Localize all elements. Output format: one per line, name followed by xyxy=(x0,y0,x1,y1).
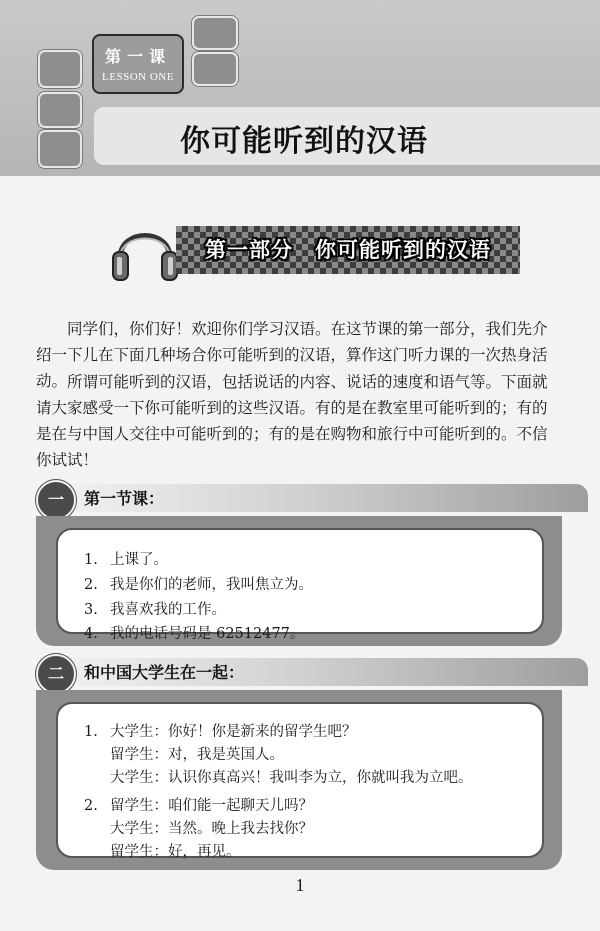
section-1-box xyxy=(36,516,562,646)
lesson-badge xyxy=(92,34,184,94)
decor-square xyxy=(192,52,238,86)
decor-square xyxy=(192,16,238,50)
section-2-content xyxy=(56,702,544,858)
lesson-header xyxy=(0,0,600,176)
section-2-title: 和中国大学生在一起： xyxy=(84,663,245,682)
dialog-line: 大学生：当然。晚上我去找你？ xyxy=(110,821,313,837)
lesson-title: 你可能听到的汉语 xyxy=(180,124,428,159)
headphones-icon xyxy=(110,214,180,286)
lesson-number-english: LESSON ONE xyxy=(102,71,174,83)
lesson-number: 第一课 xyxy=(104,47,171,66)
list-item: 2. 我是你们的老师，我叫焦立为。 xyxy=(84,577,313,593)
intro-paragraph-1: 同学们，你们好！欢迎你们学习汉语。在这节课的第一部分，我们先介绍一下儿在下面几种场合你可能听到的汉语，算作这门听力课的一次热身活动。 xyxy=(36,320,548,390)
decor-square xyxy=(38,130,82,168)
dialog-line: 留学生：好，再见。 xyxy=(110,844,241,860)
section-2-box xyxy=(36,690,562,870)
decor-square xyxy=(38,92,82,128)
section-1-content xyxy=(56,528,544,642)
intro-paragraph-2: 所谓可能听到的汉语，包括说话的内容、说话的速度和语气等。下面就请大家感受一下你可能听到的这些汉语。有的是在教室里可能听到的；有的是在与中国人交往中可能听到的；有的是在购物和旅行中可能听到的。不信你试试！ xyxy=(36,373,548,469)
list-item: 1. 上课了。 xyxy=(84,552,168,568)
page-number: 1 xyxy=(295,875,305,895)
dialog-line: 留学生：对，我是英国人。 xyxy=(110,747,284,763)
dialog-line: 大学生：认识你真高兴！我叫李为立，你就叫我为立吧。 xyxy=(110,770,473,786)
list-item: 3. 我喜欢我的工作。 xyxy=(84,602,226,618)
section-1-title: 第一节课： xyxy=(84,489,165,508)
part-heading xyxy=(110,208,520,292)
section-2-number: 二 xyxy=(36,654,76,694)
section-1-number: 一 xyxy=(36,480,76,520)
dialog-line: 1. 大学生：你好！你是新来的留学生吧？ xyxy=(84,724,357,740)
dialog-line: 2. 留学生：咱们能一起聊天儿吗？ xyxy=(84,798,313,814)
part-title: 第一部分 你可能听到的汉语 xyxy=(205,238,491,262)
decor-square xyxy=(38,50,82,88)
list-item: 4. 我的电话号码是 62512477。 xyxy=(84,626,305,642)
